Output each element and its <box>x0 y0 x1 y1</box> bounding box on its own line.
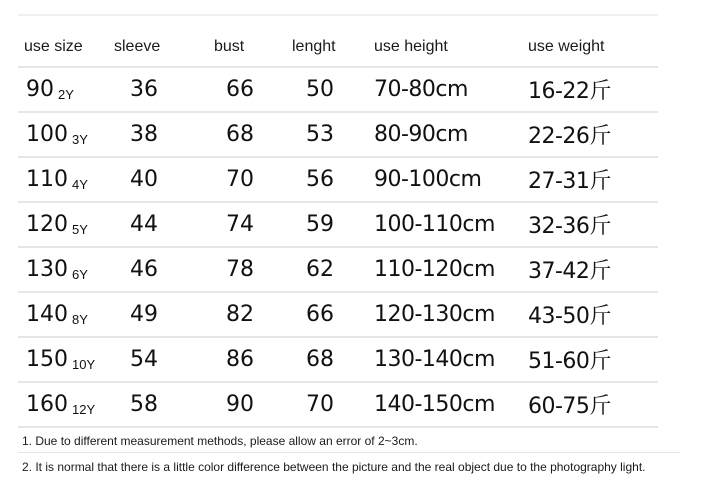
cell-sleeve: 38 <box>112 112 202 157</box>
cell-use-size <box>18 382 112 427</box>
header-use-weight: use weight <box>524 28 658 67</box>
cell-bust: 66 <box>202 67 284 112</box>
cell-use-height: 90-100cm <box>374 157 524 202</box>
cell-use-height: 80-90cm <box>374 112 524 157</box>
cell-length: 62 <box>284 247 374 292</box>
age-value: 3Y <box>72 132 88 147</box>
table-row <box>18 337 658 382</box>
top-divider <box>18 14 658 16</box>
cell-bust: 90 <box>202 382 284 427</box>
age-value: 4Y <box>72 177 88 192</box>
cell-use-height: 130-140cm <box>374 337 524 382</box>
size-value: 130 <box>26 257 68 282</box>
cell-bust: 68 <box>202 112 284 157</box>
header-bust: bust <box>202 28 284 67</box>
cell-use-size <box>18 67 112 112</box>
header-row <box>18 28 658 67</box>
table-row <box>18 382 658 427</box>
cell-sleeve: 58 <box>112 382 202 427</box>
cell-use-height: 100-110cm <box>374 202 524 247</box>
table-row <box>18 112 658 157</box>
cell-use-size <box>18 292 112 337</box>
size-chart-table <box>18 28 658 428</box>
cell-sleeve: 49 <box>112 292 202 337</box>
cell-length: 59 <box>284 202 374 247</box>
table-row <box>18 292 658 337</box>
age-value: 2Y <box>58 87 74 102</box>
cell-bust: 86 <box>202 337 284 382</box>
cell-sleeve: 40 <box>112 157 202 202</box>
size-value: 90 <box>26 77 54 102</box>
cell-use-weight: 37-42斤 <box>524 247 658 292</box>
header-length: lenght <box>284 28 374 67</box>
age-value: 8Y <box>72 312 88 327</box>
table-row <box>18 202 658 247</box>
size-value: 140 <box>26 302 68 327</box>
age-value: 12Y <box>72 402 96 417</box>
size-value: 150 <box>26 347 68 372</box>
cell-bust: 78 <box>202 247 284 292</box>
cell-length: 53 <box>284 112 374 157</box>
cell-sleeve: 46 <box>112 247 202 292</box>
size-value: 120 <box>26 212 68 237</box>
cell-use-weight: 43-50斤 <box>524 292 658 337</box>
cell-use-weight: 60-75斤 <box>524 382 658 427</box>
header-use-height: use height <box>374 28 524 67</box>
table-row <box>18 67 658 112</box>
cell-use-size <box>18 337 112 382</box>
cell-length: 66 <box>284 292 374 337</box>
size-value: 110 <box>26 167 68 192</box>
cell-length: 50 <box>284 67 374 112</box>
size-value: 100 <box>26 122 68 147</box>
cell-length: 70 <box>284 382 374 427</box>
cell-bust: 82 <box>202 292 284 337</box>
cell-use-size <box>18 202 112 247</box>
cell-use-height: 110-120cm <box>374 247 524 292</box>
cell-use-weight: 32-36斤 <box>524 202 658 247</box>
header-sleeve: sleeve <box>112 28 202 67</box>
cell-sleeve: 54 <box>112 337 202 382</box>
note-measurement-error: 1. Due to different measurement methods, please allow an error of 2~3cm. <box>22 434 418 448</box>
cell-use-size <box>18 247 112 292</box>
cell-bust: 74 <box>202 202 284 247</box>
age-value: 6Y <box>72 267 88 282</box>
cell-sleeve: 44 <box>112 202 202 247</box>
cell-length: 56 <box>284 157 374 202</box>
cell-bust: 70 <box>202 157 284 202</box>
table-row <box>18 247 658 292</box>
cell-use-weight: 16-22斤 <box>524 67 658 112</box>
cell-use-height: 120-130cm <box>374 292 524 337</box>
note-color-difference: 2. It is normal that there is a little color difference between the picture and the real object due to the photography light. <box>22 460 646 474</box>
notes-divider <box>18 452 680 453</box>
cell-sleeve: 36 <box>112 67 202 112</box>
table-row <box>18 157 658 202</box>
header-use-size: use size <box>18 28 112 67</box>
cell-use-weight: 51-60斤 <box>524 337 658 382</box>
cell-use-height: 70-80cm <box>374 67 524 112</box>
cell-use-size <box>18 112 112 157</box>
cell-length: 68 <box>284 337 374 382</box>
cell-use-height: 140-150cm <box>374 382 524 427</box>
cell-use-weight: 27-31斤 <box>524 157 658 202</box>
cell-use-weight: 22-26斤 <box>524 112 658 157</box>
age-value: 5Y <box>72 222 88 237</box>
size-value: 160 <box>26 392 68 417</box>
cell-use-size <box>18 157 112 202</box>
age-value: 10Y <box>72 357 96 372</box>
